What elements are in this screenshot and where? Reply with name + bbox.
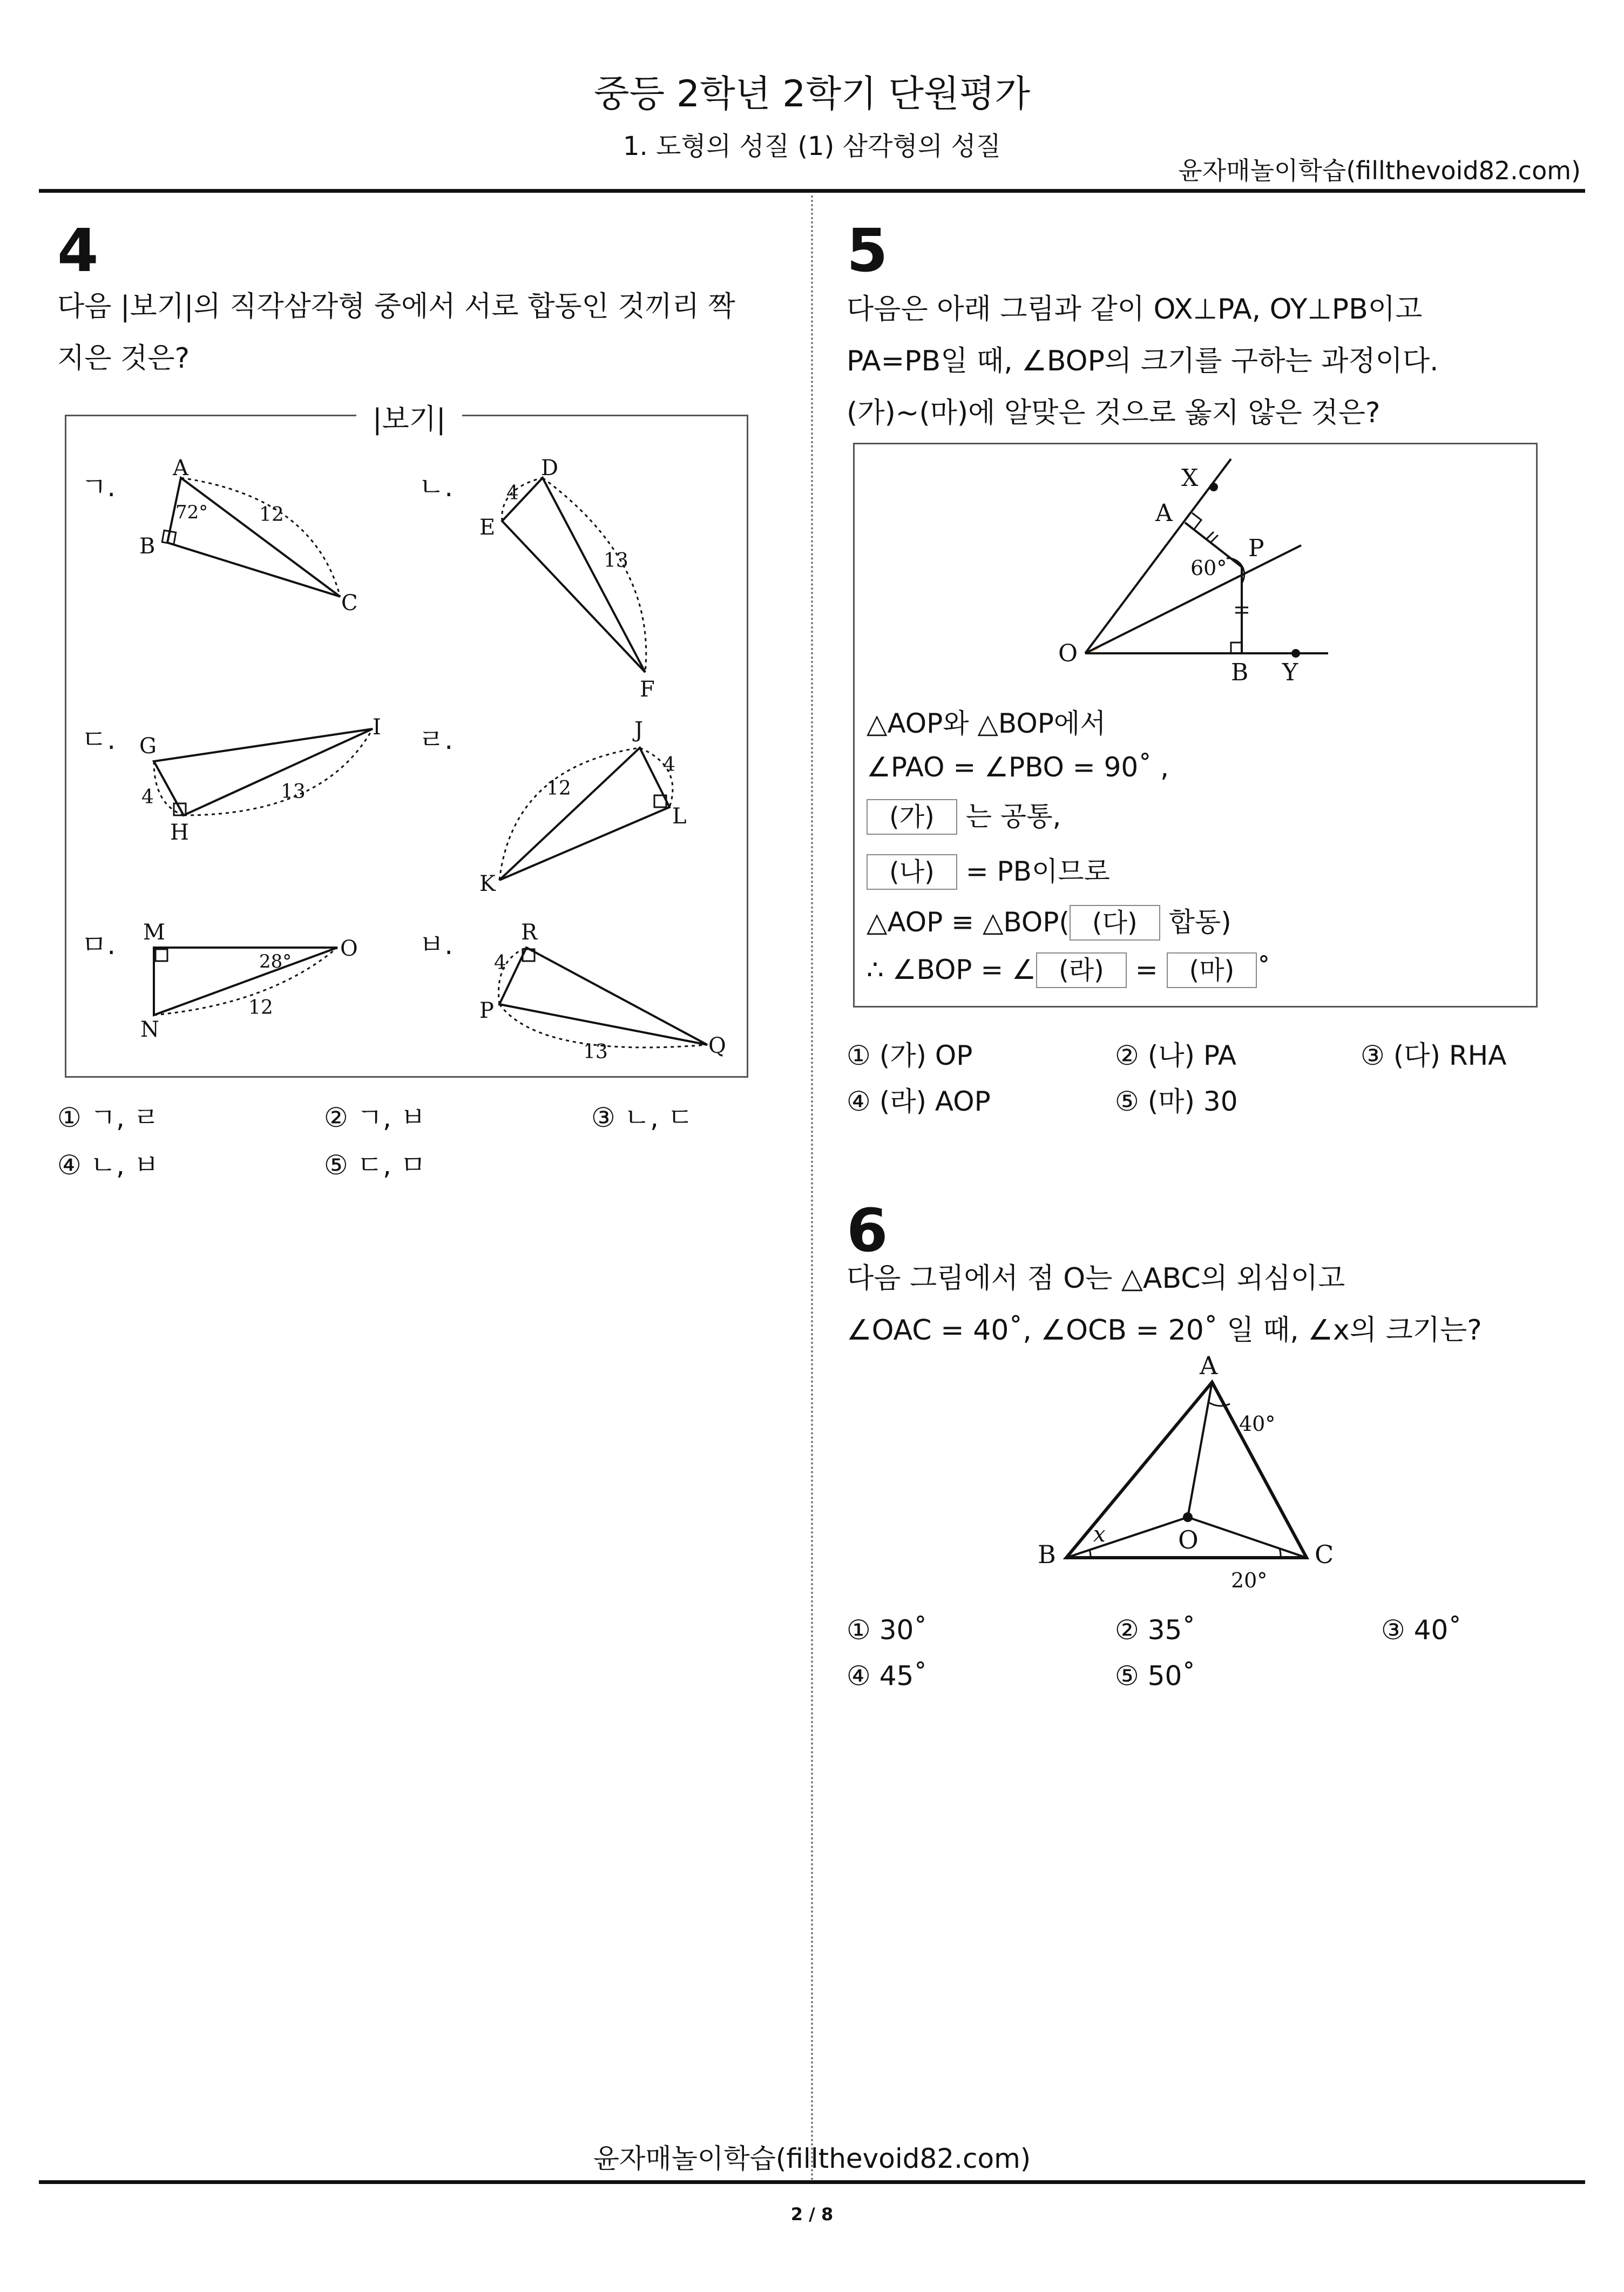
proof-text: 합동) [1168, 907, 1231, 938]
q5-number: 5 [847, 216, 888, 285]
segment-oa [1188, 1382, 1212, 1517]
q6-text-line2: ∠OAC = 40˚, ∠OCB = 20˚ 일 때, ∠x의 크기는? [847, 1314, 1482, 1347]
vertex-label: D [541, 456, 559, 481]
proof-line-3 [867, 795, 1061, 835]
label-x: X [1181, 464, 1199, 492]
q5-angle-figure [853, 443, 1534, 713]
q5-text-line2: PA=PB일 때, ∠BOP의 크기를 구하는 과정이다. [847, 345, 1439, 377]
q4-item-label: ㄴ. [418, 471, 454, 503]
label-20: 20° [1231, 1568, 1268, 1592]
triangle-ghi [154, 729, 373, 815]
blank-da[interactable]: (다) [1070, 905, 1160, 941]
angle-label: 72° [175, 502, 208, 523]
vertex-label: A [173, 456, 188, 481]
vertex-label: M [143, 920, 165, 945]
q4-box-title: |보기| [356, 396, 462, 437]
q4-number: 4 [57, 216, 99, 285]
length-label: 13 [583, 1041, 608, 1063]
q5-text-line1: 다음은 아래 그림과 같이 OX⊥PA, OY⊥PB이고 [847, 293, 1423, 326]
tick-mark [1207, 532, 1214, 539]
proof-line-6 [867, 952, 1270, 988]
q5-text-line3: (가)~(마)에 알맞은 것으로 옳지 않은 것은? [847, 397, 1381, 429]
vertex-label: K [479, 871, 496, 896]
point-x [1209, 483, 1218, 491]
q6-choice-1[interactable]: ① 30˚ [847, 1614, 928, 1646]
point-y [1291, 649, 1300, 658]
q4-item-label: ㅁ. [81, 929, 116, 961]
length-label: 12 [259, 504, 284, 526]
length-label: 12 [546, 777, 571, 800]
label-y: Y [1282, 659, 1298, 686]
length-label: 13 [281, 781, 306, 803]
length-label: 4 [663, 754, 675, 776]
blank-ra[interactable]: (라) [1036, 952, 1127, 988]
proof-line-1: △AOP와 △BOP에서 [867, 708, 1106, 739]
length-label: 4 [494, 952, 506, 974]
blank-ga[interactable]: (가) [867, 799, 957, 835]
length-label: 4 [141, 786, 154, 808]
vertex-label: P [479, 998, 494, 1023]
vertex-label: C [341, 591, 358, 616]
point-o [1183, 1512, 1193, 1522]
proof-text: = [1135, 954, 1158, 985]
vertex-label: N [140, 1017, 159, 1042]
vertex-label: L [672, 804, 687, 829]
q5-choice-3[interactable]: ③ (다) RHA [1361, 1040, 1507, 1071]
vertex-label: I [373, 715, 381, 740]
q4-text-line2: 지은 것은? [57, 342, 190, 375]
triangle-rpq [499, 948, 707, 1045]
vertex-label: H [170, 820, 189, 845]
q6-choice-5[interactable]: ⑤ 50˚ [1115, 1660, 1196, 1692]
q5-choice-4[interactable]: ④ (라) AOP [847, 1086, 991, 1117]
length-label: 12 [248, 997, 273, 1019]
proof-line-4 [867, 850, 1110, 890]
q4-item-label: ㅂ. [418, 929, 454, 961]
proof-line-2: ∠PAO = ∠PBO = 90˚ , [867, 752, 1169, 783]
q6-choice-4[interactable]: ④ 45˚ [847, 1660, 928, 1692]
q6-text-line1: 다음 그림에서 점 O는 △ABC의 외심이고 [847, 1262, 1345, 1295]
vertex-label: J [634, 718, 644, 742]
vertex-label: O [340, 936, 358, 961]
page-title: 중등 2학년 2학기 단원평가 [593, 73, 1031, 116]
proof-text: ∴ ∠BOP = ∠ [867, 954, 1036, 985]
footer-rule [39, 2180, 1585, 2184]
right-angle-mark [155, 949, 167, 961]
proof-text: △AOP ≡ △BOP( [867, 907, 1070, 938]
footer-brand: 윤자매놀이학습(fillthevoid82.com) [593, 2143, 1031, 2174]
triangle-jkl [499, 748, 669, 880]
page-subtitle: 1. 도형의 성질 (1) 삼각형의 성질 [622, 131, 1002, 161]
label-o: O [1178, 1525, 1199, 1554]
page-number: 2 / 8 [790, 2204, 834, 2225]
q4-choice-2[interactable]: ② ㄱ, ㅂ [324, 1102, 427, 1133]
vertex-label: B [139, 534, 155, 559]
q6-triangle-figure [1026, 1350, 1377, 1609]
label-a: A [1155, 499, 1173, 527]
q5-text [847, 283, 1439, 439]
vertex-label: Q [708, 1033, 726, 1058]
label-o: O [1058, 640, 1078, 667]
label-a: A [1200, 1351, 1218, 1380]
q4-choice-4[interactable]: ④ ㄴ, ㅂ [57, 1150, 160, 1181]
proof-text: ˚ [1257, 954, 1271, 985]
q4-text-line1: 다음 |보기|의 직각삼각형 중에서 서로 합동인 것끼리 짝 [57, 290, 735, 323]
blank-ma[interactable]: (마) [1167, 952, 1257, 988]
q4-triangles-figure [0, 0, 810, 1080]
q5-choice-2[interactable]: ② (나) PA [1115, 1040, 1237, 1071]
proof-text: 는 공통, [965, 801, 1061, 832]
q4-item-label: ㄹ. [418, 724, 454, 755]
q5-choice-5[interactable]: ⑤ (마) 30 [1115, 1086, 1238, 1117]
vertex-label: F [640, 677, 655, 702]
triangle-def [502, 478, 645, 672]
triangle-abc [167, 478, 340, 597]
column-divider [811, 195, 813, 2182]
label-x: x [1093, 1522, 1106, 1547]
q6-choice-3[interactable]: ③ 40˚ [1381, 1614, 1462, 1646]
proof-text: = PB이므로 [965, 856, 1110, 887]
tick-mark [1211, 535, 1218, 542]
proof-line-5 [867, 901, 1231, 941]
q5-choice-1[interactable]: ① (가) OP [847, 1040, 973, 1071]
vertex-label: E [479, 515, 496, 540]
q4-item-label: ㄱ. [81, 471, 116, 503]
q4-item-label: ㄷ. [81, 724, 116, 755]
q6-number: 6 [847, 1196, 888, 1265]
label-c: C [1315, 1540, 1334, 1569]
header-brand: 윤자매놀이학습(fillthevoid82.com) [1178, 156, 1581, 185]
length-label: 4 [506, 482, 519, 504]
label-60: 60° [1190, 556, 1227, 580]
q6-text [847, 1253, 1482, 1356]
length-label: 13 [604, 550, 628, 572]
label-40: 40° [1239, 1412, 1276, 1436]
right-angle-mark [1231, 643, 1242, 653]
angle-arc-40 [1209, 1403, 1230, 1406]
label-b: B [1038, 1540, 1056, 1569]
q4-choice-1[interactable]: ① ㄱ, ㄹ [57, 1102, 160, 1133]
angle-label: 28° [259, 951, 292, 972]
q6-choice-2[interactable]: ② 35˚ [1115, 1614, 1196, 1646]
vertex-label: G [139, 734, 157, 759]
q4-choice-3[interactable]: ③ ㄴ, ㄷ [591, 1102, 694, 1133]
q4-choice-5[interactable]: ⑤ ㄷ, ㅁ [324, 1150, 427, 1181]
vertex-label: R [521, 920, 538, 945]
right-angle-mark [1192, 513, 1201, 529]
label-b: B [1231, 659, 1249, 686]
blank-na[interactable]: (나) [867, 854, 957, 890]
triangle-mno [154, 948, 337, 1015]
label-p: P [1248, 535, 1264, 562]
